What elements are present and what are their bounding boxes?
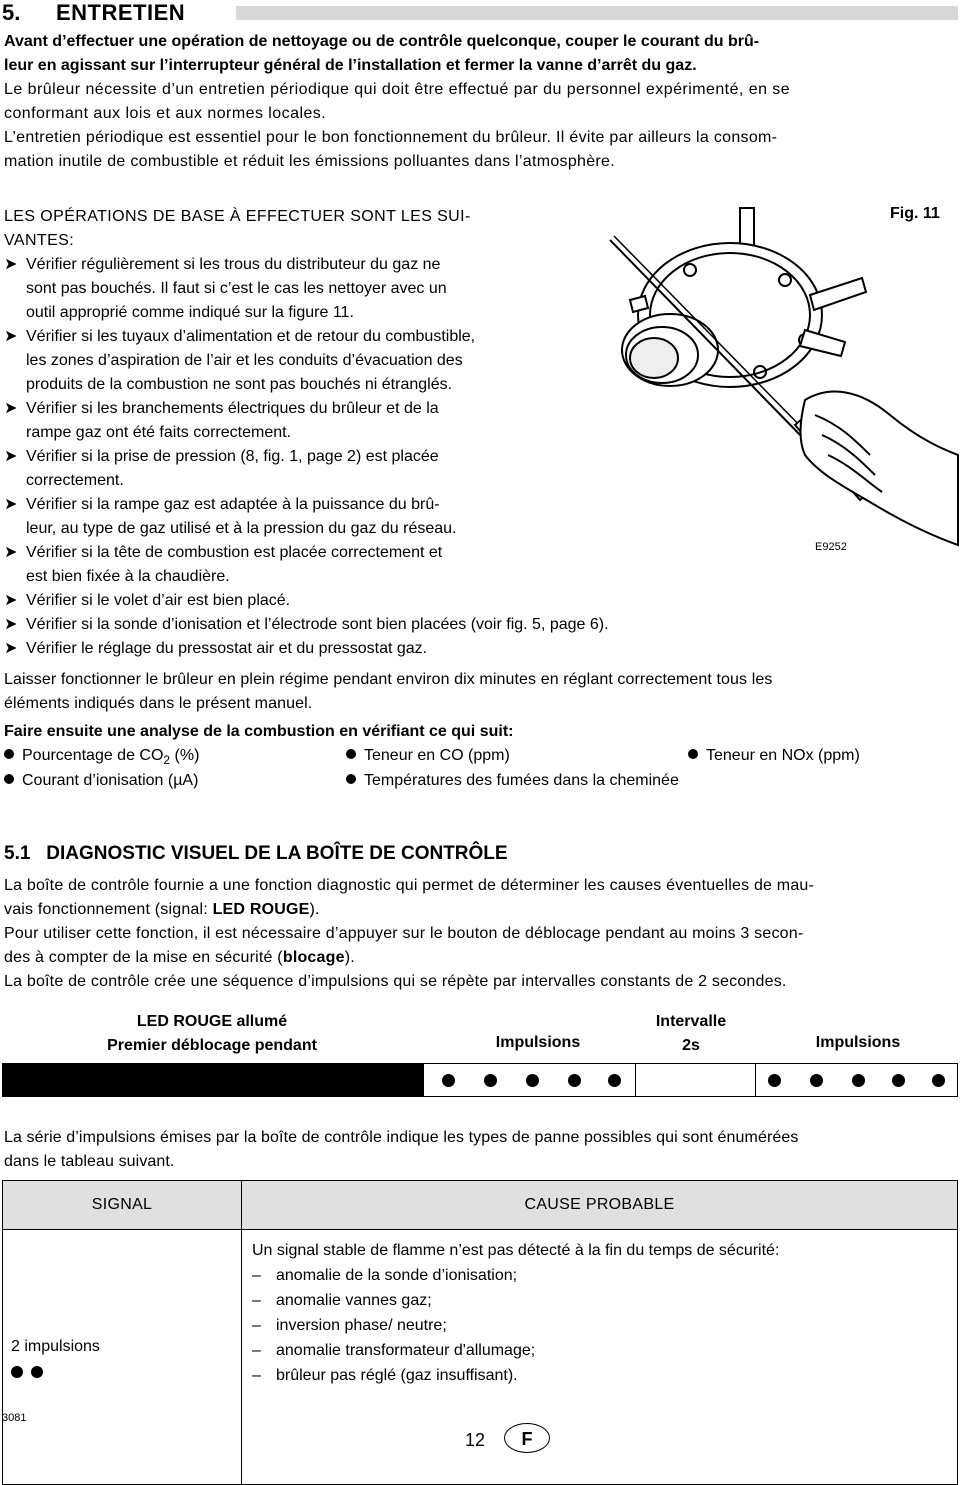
run-paragraph	[4, 668, 960, 716]
text-line: VANTES:	[4, 232, 75, 249]
list-item: – anomalie transformateur d'allumage;	[252, 1338, 949, 1363]
text-span: ).	[309, 901, 320, 918]
language-badge: F	[504, 1423, 550, 1453]
cause-list	[252, 1263, 949, 1388]
periodic-paragraph	[4, 126, 960, 174]
text-line: Intervalle	[655, 1013, 727, 1030]
text-line	[4, 898, 960, 922]
pulses-label-2: Impulsions	[815, 1034, 901, 1051]
text-line: conformant aux lois et aux normes locales.	[4, 105, 327, 122]
list-item	[4, 613, 784, 637]
text-line: La boîte de contrôle crée une séquence d’impulsions qui se répète par intervalles constants de 2 secondes.	[4, 973, 787, 990]
pulse-sequence-bar	[2, 1063, 958, 1097]
section-number: 5.	[2, 0, 21, 25]
text-bold: blocage	[282, 949, 345, 966]
text-line: Vérifier si les tuyaux d’alimentation et de retour du combustible,	[26, 328, 476, 345]
list-item	[4, 637, 784, 661]
analysis-heading: Faire ensuite une analyse de la combustion en vérifiant ce qui suit:	[4, 723, 514, 740]
arrow-icon: ➤	[4, 448, 18, 465]
text-line: Vérifier si la sonde d’ionisation et l’électrode sont bien placées (voir fig. 5, page 6).	[26, 616, 609, 633]
arrow-icon: ➤	[4, 496, 18, 513]
table-intro	[4, 1126, 960, 1174]
text-line: La série d’impulsions émises par la boîte de contrôle indique les types de panne possibles qui sont énumérées	[4, 1129, 799, 1146]
warning-paragraph	[4, 30, 960, 78]
measure-label: Teneur en CO (ppm)	[364, 747, 510, 764]
header-signal: SIGNAL	[3, 1181, 242, 1230]
arrow-icon: ➤	[4, 256, 18, 273]
text-bold: LED ROUGE	[212, 901, 310, 918]
text-line: L’entretien périodique est essentiel pour le bon fonctionnement du brûleur. Il évite par ailleurs la consom-	[4, 129, 778, 146]
text-line: La boîte de contrôle fournie a une fonction diagnostic qui permet de déterminer les causes éventuelles de mau-	[4, 877, 815, 894]
pulse-dot	[810, 1074, 823, 1087]
subsection-number: 5.1	[4, 843, 31, 864]
text-line: est bien fixée à la chaudière.	[26, 568, 230, 585]
maintenance-paragraph	[4, 78, 960, 126]
pulse-dot	[852, 1074, 865, 1087]
text-line: Vérifier régulièrement si les trous du distributeur du gaz ne	[26, 256, 441, 273]
text-line: Vérifier si la rampe gaz est adaptée à la puissance du brû-	[26, 496, 440, 513]
list-item	[4, 589, 784, 613]
text-line: Laisser fonctionner le brûleur en plein régime pendant environ dix minutes en réglant correctement tous les	[4, 671, 773, 688]
operations-heading	[4, 205, 604, 253]
measure-label: Teneur en NOx (ppm)	[706, 747, 860, 764]
pulse-dot	[768, 1074, 781, 1087]
text-span: vais fonctionnement (signal:	[4, 901, 213, 918]
pulse-dot	[608, 1074, 621, 1087]
text-line: Vérifier si les branchements électriques du brûleur et de la	[26, 400, 439, 417]
text-line: Vérifier si la prise de pression (8, fig. 1, page 2) est placée	[26, 448, 439, 465]
bullet-icon	[346, 774, 356, 784]
text-line: éléments indiqués dans le présent manuel.	[4, 695, 313, 712]
header-rule	[236, 6, 958, 20]
subsection-heading: DIAGNOSTIC VISUEL DE LA BOÎTE DE CONTRÔLE	[46, 843, 508, 864]
text-span: des à compter de la mise en sécurité (	[4, 949, 283, 966]
cause-cell	[242, 1230, 958, 1485]
page-number: 12	[465, 1430, 486, 1450]
section-title: ENTRETIEN	[56, 0, 186, 25]
interval-divider	[755, 1064, 756, 1096]
figure-label: Fig. 11	[890, 205, 940, 222]
measure-label: Pourcentage de CO	[22, 747, 164, 764]
text-line: leur, au type de gaz utilisé et à la pression du gaz du réseau.	[26, 520, 457, 537]
measure-label: Courant d’ionisation (µA)	[22, 772, 199, 789]
led-label	[4, 1010, 420, 1058]
text-line: dans le tableau suivant.	[4, 1153, 175, 1170]
bullet-icon	[346, 749, 356, 759]
interval-label	[636, 1010, 746, 1058]
text-line: LED ROUGE allumé	[136, 1013, 288, 1030]
text-line: produits de la combustion ne sont pas bouchés ni étranglés.	[26, 376, 453, 393]
pulse-dot	[31, 1366, 43, 1378]
text-line: mation inutile de combustible et réduit les émissions polluantes dans l’atmosphère.	[4, 153, 615, 170]
cause-intro: Un signal stable de flamme n’est pas détecté à la fin du temps de sécurité:	[252, 1242, 780, 1259]
header-cause: CAUSE PROBABLE	[242, 1181, 958, 1230]
diagnostic-paragraph	[4, 874, 960, 994]
led-on-segment	[3, 1064, 424, 1096]
measure-label: Températures des fumées dans la cheminée	[364, 772, 679, 789]
pulse-dot	[11, 1366, 23, 1378]
figure-code: E9252	[815, 541, 847, 550]
text-line: sont pas bouchés. Il faut si c’est le cas les nettoyer avec un	[26, 280, 447, 297]
pulse-dot	[442, 1074, 455, 1087]
bullet-icon	[688, 749, 698, 759]
arrow-icon: ➤	[4, 616, 18, 633]
gas-distributor-illustration	[600, 200, 960, 550]
document-code: 3081	[2, 1412, 27, 1424]
section-header	[0, 0, 960, 26]
subscript: 2	[163, 753, 171, 768]
list-item: – inversion phase/ neutre;	[252, 1313, 949, 1338]
text-line: Le brûleur nécessite d’un entretien périodique qui doit être effectué par du personnel expérimenté, en se	[4, 81, 791, 98]
list-item: – anomalie de la sonde d’ionisation;	[252, 1263, 949, 1288]
bullet-icon	[4, 774, 14, 784]
text-line: Vérifier si la tête de combustion est placée correctement et	[26, 544, 443, 561]
text-line	[4, 946, 960, 970]
measure-nox	[688, 743, 860, 768]
arrow-icon: ➤	[4, 400, 18, 417]
text-line: correctement.	[26, 472, 124, 489]
text-line: Premier déblocage pendant	[107, 1037, 317, 1054]
pulse-dot	[892, 1074, 905, 1087]
text-line: LES OPÉRATIONS DE BASE À EFFECTUER SONT LES SUI-	[4, 208, 471, 225]
text-line: Vérifier si le volet d’air est bien placé.	[26, 592, 291, 609]
text-line: Avant d’effectuer une opération de nettoyage ou de contrôle quelconque, couper le courant du brû-	[4, 33, 760, 50]
pulse-dot	[568, 1074, 581, 1087]
text-line: les zones d’aspiration de l’air et les conduits d’évacuation des	[26, 352, 463, 369]
measure-unit: (%)	[170, 747, 200, 764]
pulses-label-1: Impulsions	[495, 1034, 581, 1051]
pulse-dot	[932, 1074, 945, 1087]
arrow-icon: ➤	[4, 544, 18, 561]
bullet-icon	[4, 749, 14, 759]
text-line: 2s	[682, 1037, 700, 1054]
text-line: Pour utiliser cette fonction, il est nécessaire d’appuyer sur le bouton de déblocage pendant au moins 3 secon-	[4, 925, 804, 942]
measure-ionisation	[4, 768, 198, 793]
signal-dots	[11, 1361, 233, 1386]
arrow-icon: ➤	[4, 592, 18, 609]
text-line: Vérifier le réglage du pressostat air et du pressostat gaz.	[26, 640, 428, 657]
table-header-row	[3, 1181, 958, 1230]
interval-divider	[635, 1064, 636, 1096]
pulse-dot	[526, 1074, 539, 1087]
signal-cell	[3, 1230, 242, 1485]
text-line: leur en agissant sur l’interrupteur général de l’installation et fermer la vanne d’arrêt du gaz.	[4, 57, 697, 74]
pulse-dot	[484, 1074, 497, 1087]
list-item: – brûleur pas réglé (gaz insuffisant).	[252, 1363, 949, 1388]
arrow-icon: ➤	[4, 328, 18, 345]
arrow-icon: ➤	[4, 640, 18, 657]
text-span: ).	[344, 949, 355, 966]
measure-co	[346, 743, 510, 768]
signal-label: 2 impulsions	[11, 1338, 100, 1355]
list-item: – anomalie vannes gaz;	[252, 1288, 949, 1313]
text-line: outil approprié comme indiqué sur la figure 11.	[26, 304, 354, 321]
text-line: rampe gaz ont été faits correctement.	[26, 424, 292, 441]
subsection-title	[4, 843, 508, 865]
measure-temperature	[346, 768, 679, 793]
